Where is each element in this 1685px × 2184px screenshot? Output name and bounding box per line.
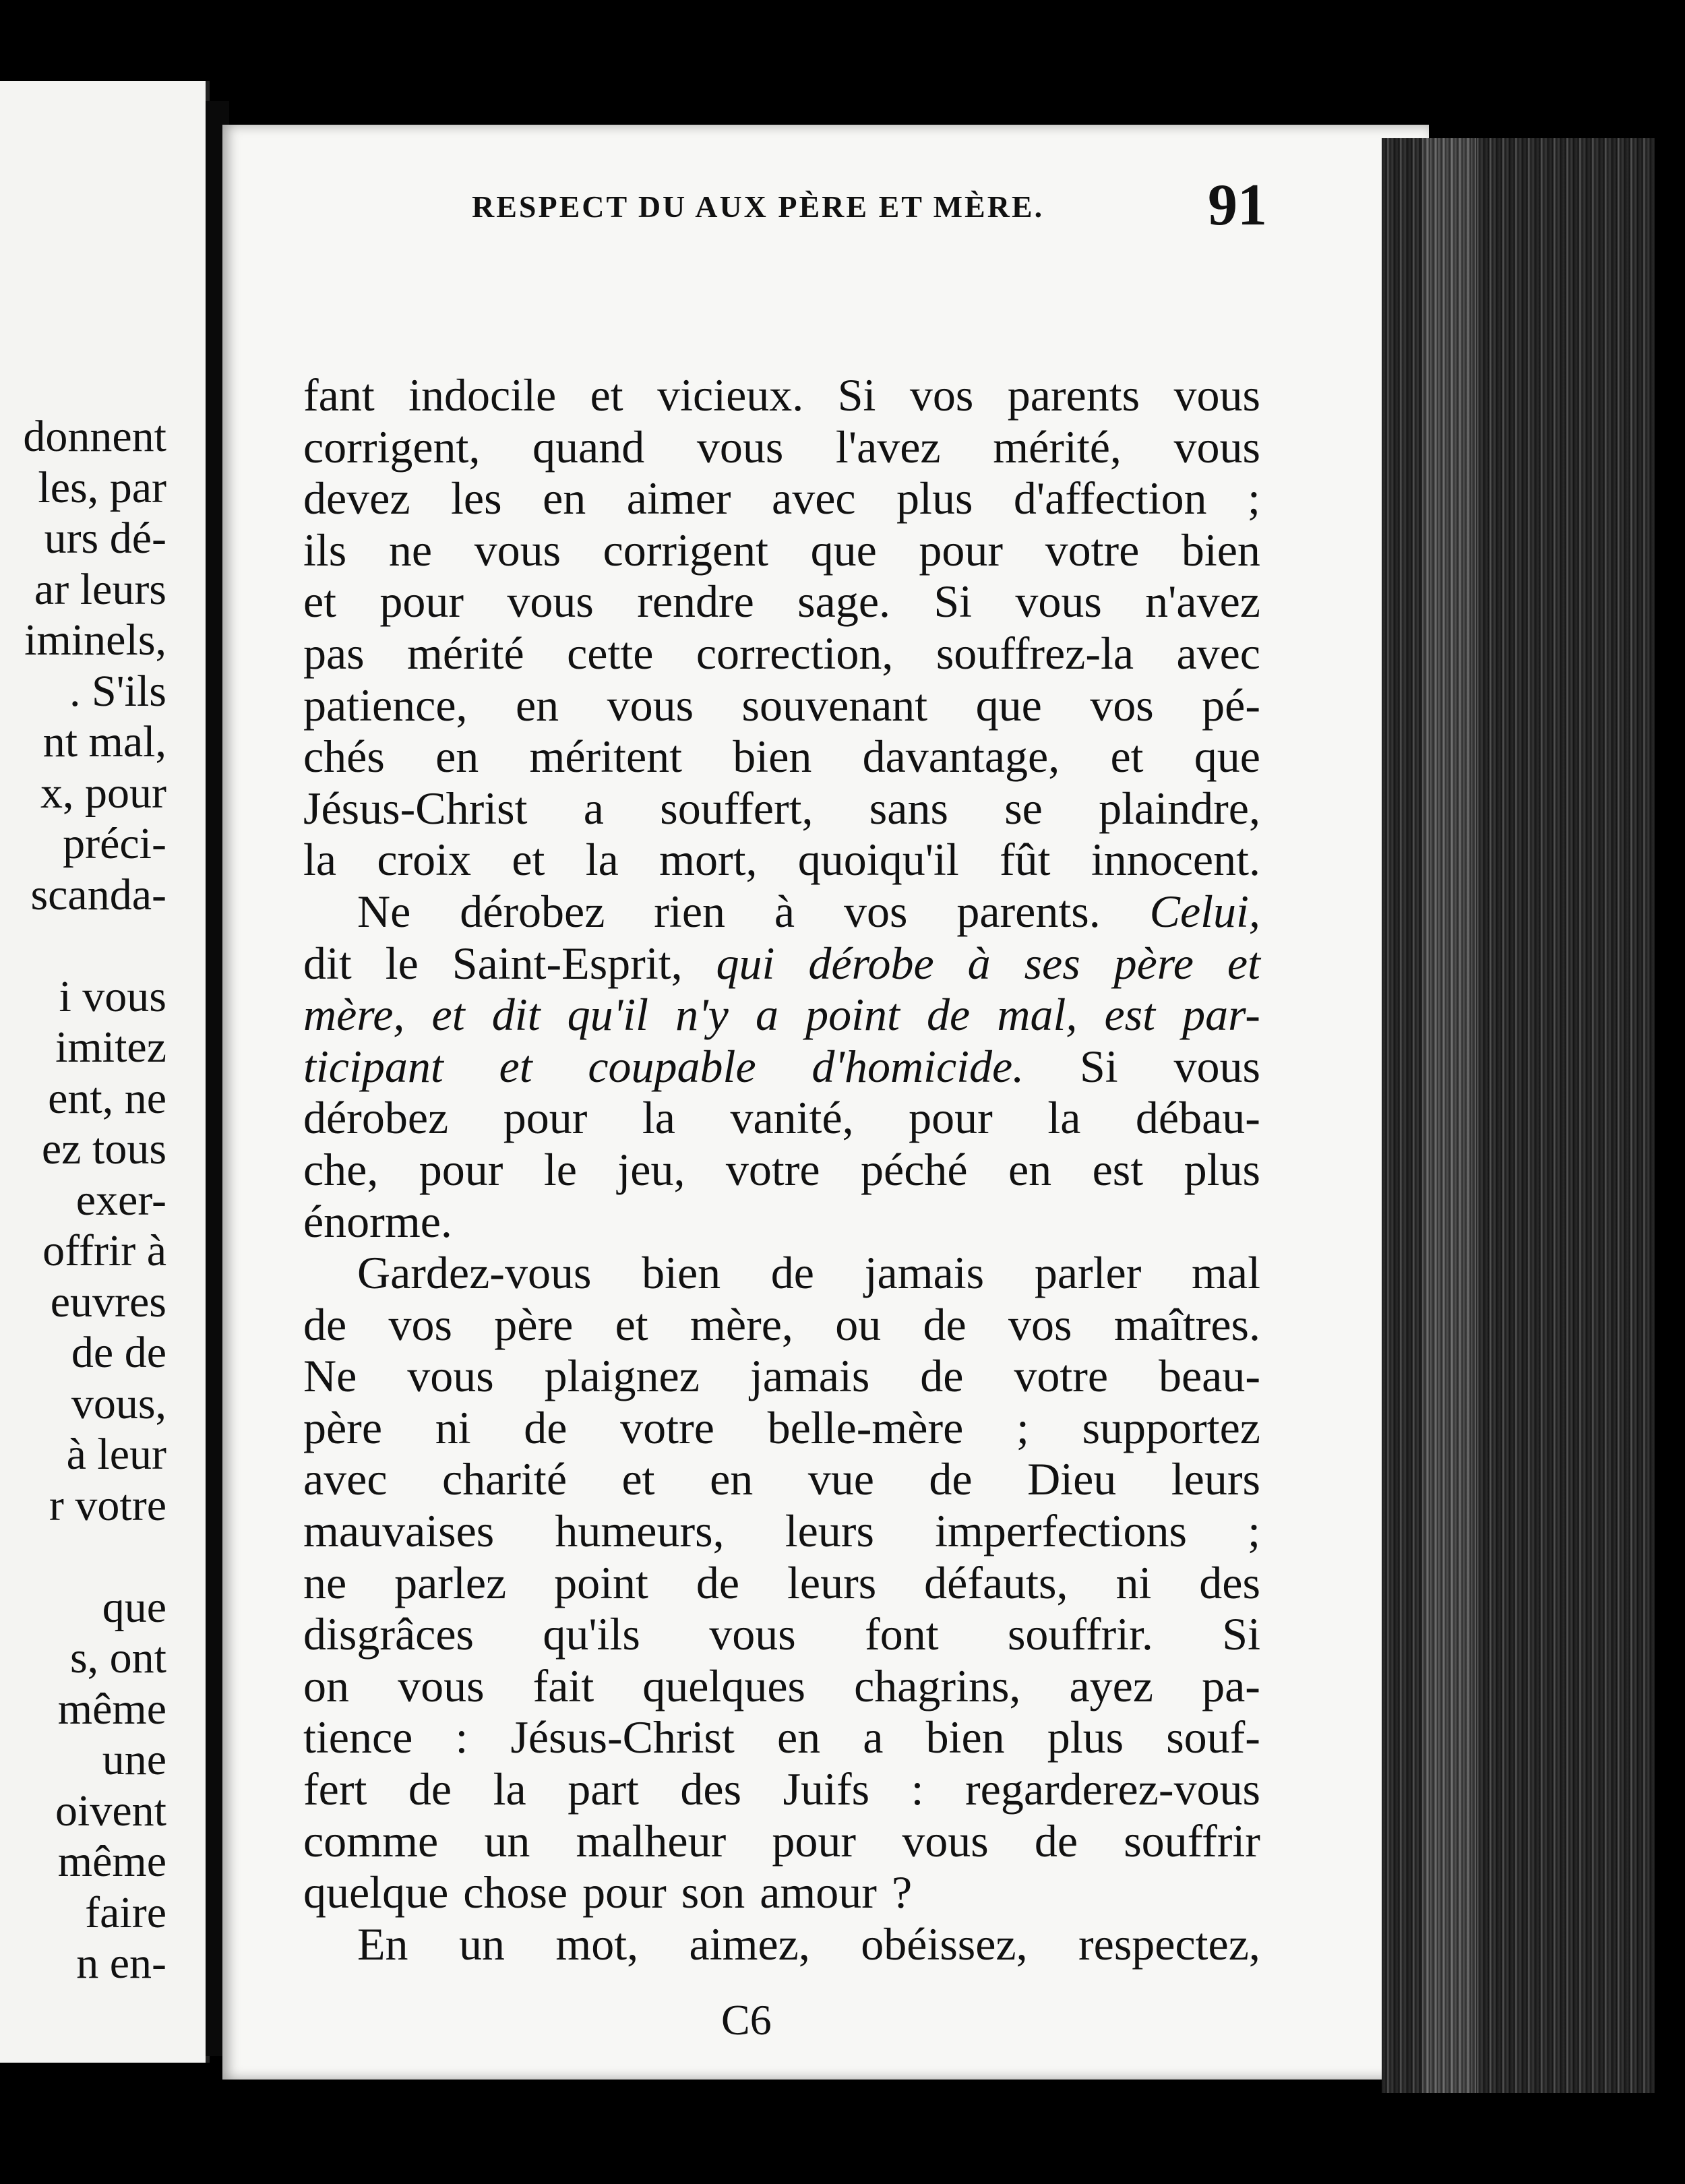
text-word: Ne	[357, 885, 411, 937]
text-word: pour	[909, 1092, 993, 1144]
text-word: amour	[760, 1867, 877, 1918]
text-line	[303, 989, 1260, 1041]
text-word: ils	[303, 524, 347, 576]
text-word: dit	[303, 937, 352, 989]
text-word: che,	[303, 1143, 379, 1195]
text-word: vous	[507, 576, 594, 628]
text-word: vous	[1173, 369, 1260, 421]
text-word: pour	[503, 1092, 588, 1144]
previous-page-fragment	[0, 81, 210, 2063]
text-word: aimer	[626, 473, 731, 524]
text-word: jamais	[864, 1247, 985, 1299]
text-word: dérobez	[460, 885, 605, 937]
text-word: patience,	[303, 679, 468, 731]
text-word: imperfections	[935, 1505, 1187, 1557]
text-word: vous	[696, 421, 784, 473]
previous-page-line: i vous	[59, 971, 166, 1021]
text-line	[303, 1402, 1260, 1454]
text-word: chose	[463, 1867, 568, 1918]
text-line	[303, 576, 1260, 628]
text-word: davantage,	[862, 731, 1060, 783]
text-word: regarderez-vous	[965, 1763, 1260, 1815]
text-word: de	[923, 1298, 967, 1350]
text-word: indocile	[408, 369, 557, 421]
text-word: Dieu	[1027, 1453, 1117, 1505]
text-word: méritent	[529, 731, 683, 783]
text-word: n'avez	[1145, 576, 1260, 628]
text-word: cette	[567, 627, 654, 679]
text-word: En	[357, 1918, 408, 1970]
text-word: humeurs,	[555, 1505, 725, 1557]
text-word: Si	[1079, 1040, 1118, 1092]
text-word: parents.	[956, 885, 1101, 937]
text-word: son	[681, 1867, 745, 1918]
text-line	[303, 1247, 1260, 1299]
text-line	[303, 524, 1260, 576]
text-word: correction,	[696, 627, 894, 679]
text-word: vous	[607, 679, 694, 731]
previous-page-line: iminels,	[24, 615, 166, 665]
previous-page-line: vous,	[71, 1378, 166, 1428]
text-word: bien	[925, 1711, 1005, 1763]
text-word: jeu,	[617, 1143, 685, 1195]
text-word: devez	[303, 473, 410, 524]
text-line	[303, 834, 1260, 886]
text-word: point	[554, 1556, 648, 1608]
text-word: charité	[442, 1453, 568, 1505]
text-word: plus	[1184, 1143, 1260, 1195]
text-word: ses	[1024, 937, 1080, 989]
previous-page-line: oivent	[55, 1786, 166, 1836]
text-word: vous	[709, 1608, 796, 1660]
text-line	[303, 1763, 1260, 1815]
text-word: vous	[1173, 421, 1260, 473]
text-word: parlez	[394, 1556, 507, 1608]
text-word: :	[911, 1763, 924, 1815]
text-word: vos	[843, 885, 908, 937]
text-word: ni	[435, 1401, 471, 1453]
text-word: un	[484, 1815, 530, 1867]
text-word: parler	[1034, 1247, 1142, 1299]
text-word: souffrir.	[1007, 1608, 1153, 1660]
text-word: leurs	[787, 1556, 877, 1608]
text-word: que	[810, 524, 877, 576]
text-line	[303, 1557, 1260, 1609]
text-word: leurs	[785, 1505, 874, 1557]
previous-page-line: même	[57, 1837, 166, 1886]
text-word: mort,	[659, 834, 758, 886]
text-word: ne	[303, 1556, 347, 1608]
text-word: n'y	[675, 989, 729, 1041]
previous-page-line: ar leurs	[34, 564, 166, 614]
text-word: ticipant	[303, 1040, 443, 1092]
text-word: bien	[1181, 524, 1260, 576]
text-word: de	[696, 1556, 740, 1608]
previous-page-line: n en-	[76, 1939, 166, 1988]
book-fore-edge-highlight	[1422, 138, 1476, 2093]
text-word: fant	[303, 369, 375, 421]
text-word: Juifs	[783, 1763, 870, 1815]
text-word: corrigent	[603, 524, 769, 576]
text-word: quoiqu'il	[797, 834, 959, 886]
text-line	[303, 1918, 1260, 1970]
text-word: ;	[1248, 1505, 1260, 1557]
text-word: rendre	[637, 576, 754, 628]
text-word: innocent.	[1091, 834, 1260, 886]
text-word: fût	[1000, 834, 1051, 886]
previous-page-line: . S'ils	[69, 666, 166, 716]
text-word: Si	[837, 369, 876, 421]
previous-page-line: à leur	[66, 1430, 166, 1479]
text-word: vue	[807, 1453, 874, 1505]
text-word: votre	[620, 1401, 714, 1453]
text-word: Saint-Esprit,	[452, 937, 683, 989]
text-word: malheur	[576, 1815, 727, 1867]
text-word: des	[1199, 1556, 1260, 1608]
text-word: ni	[1115, 1556, 1152, 1608]
text-word: ;	[1248, 473, 1260, 524]
text-word: sage.	[797, 576, 890, 628]
text-word: père	[303, 1401, 383, 1453]
previous-page-line: préci-	[63, 819, 166, 868]
text-word: vos	[388, 1298, 452, 1350]
previous-page-line: r votre	[49, 1480, 166, 1530]
text-word: rien	[654, 885, 725, 937]
text-word: avec	[772, 473, 856, 524]
text-word: débau-	[1135, 1092, 1260, 1144]
text-word: mérité,	[993, 421, 1122, 473]
text-word: et	[1227, 937, 1260, 989]
previous-page-line: nt mal,	[42, 717, 166, 766]
text-word: avec	[1176, 627, 1260, 679]
body-text	[303, 369, 1260, 1970]
text-word: comme	[303, 1815, 439, 1867]
text-line	[303, 369, 1260, 421]
text-word: vos	[909, 369, 974, 421]
text-word: et	[615, 1298, 648, 1350]
previous-page-line: exer-	[75, 1175, 166, 1225]
text-word: pour	[772, 1815, 857, 1867]
text-word: bien	[642, 1247, 721, 1299]
text-word: votre	[725, 1143, 820, 1195]
text-word: votre	[1014, 1350, 1109, 1402]
text-word: ne	[388, 524, 432, 576]
text-word: plaignez	[544, 1350, 700, 1402]
text-word: le	[543, 1143, 577, 1195]
previous-page-line: que	[102, 1582, 166, 1632]
text-word: et	[1110, 731, 1144, 783]
text-word: chés	[303, 731, 385, 783]
text-word: un	[458, 1918, 505, 1970]
text-word: et	[431, 989, 465, 1041]
text-word: et	[512, 834, 545, 886]
text-word: que	[1194, 731, 1260, 783]
previous-page-line: s, ont	[69, 1633, 166, 1682]
text-word: mauvaises	[303, 1505, 495, 1557]
text-word: plus	[1047, 1711, 1124, 1763]
text-line	[303, 473, 1260, 524]
text-word: point	[805, 989, 900, 1041]
text-word: la	[1047, 1092, 1081, 1144]
text-word: disgrâces	[303, 1608, 474, 1660]
text-word: qu'il	[567, 989, 648, 1041]
text-word: de	[920, 1350, 964, 1402]
text-word: en	[1008, 1143, 1052, 1195]
text-word: Si	[933, 576, 973, 628]
text-word: est	[1104, 989, 1156, 1041]
text-word: ?	[891, 1867, 913, 1918]
text-word: mérité	[407, 627, 524, 679]
text-line	[303, 1711, 1260, 1763]
text-line	[303, 1867, 1260, 1918]
text-line	[303, 938, 1260, 990]
text-word: votre	[1045, 524, 1140, 576]
text-line	[303, 1815, 1260, 1867]
text-word: coupable	[588, 1040, 756, 1092]
text-word: énorme.	[303, 1195, 452, 1247]
text-word: font	[865, 1608, 939, 1660]
previous-page-line: scanda-	[30, 870, 166, 919]
text-word: dérobez	[303, 1092, 449, 1144]
text-word: des	[680, 1763, 742, 1815]
text-line	[303, 628, 1260, 679]
text-line	[303, 1196, 1260, 1248]
text-word: vanité,	[730, 1092, 854, 1144]
text-word: de	[303, 1298, 347, 1350]
text-word: dit	[491, 989, 541, 1041]
text-word: vous	[398, 1660, 485, 1711]
text-word: péché	[861, 1143, 968, 1195]
previous-page-line: les, par	[38, 462, 166, 512]
text-word: respectez,	[1078, 1918, 1260, 1970]
text-word: le	[385, 937, 419, 989]
printer-signature-mark: C6	[721, 1996, 772, 2044]
text-word: à	[967, 937, 991, 989]
text-word: mère,	[303, 989, 405, 1041]
text-word: mal	[1192, 1247, 1260, 1299]
previous-page-line: même	[57, 1684, 166, 1734]
text-word: les	[451, 473, 502, 524]
text-word: Si	[1222, 1608, 1260, 1660]
text-word: pé-	[1202, 679, 1260, 731]
text-word: belle-mère	[767, 1401, 964, 1453]
text-word: vicieux.	[657, 369, 804, 421]
text-word: de	[524, 1401, 568, 1453]
text-word: quand	[532, 421, 645, 473]
text-word: pour	[419, 1143, 503, 1195]
text-word: Jésus-Christ	[510, 1711, 735, 1763]
text-word: quelques	[642, 1660, 805, 1711]
running-head	[472, 173, 1267, 238]
text-word: ou	[835, 1298, 882, 1350]
text-word: en	[777, 1711, 821, 1763]
text-word: souffrez-la	[936, 627, 1134, 679]
text-word: que	[975, 679, 1042, 731]
text-word: leurs	[1171, 1453, 1260, 1505]
text-line	[303, 1041, 1260, 1093]
text-word: jamais	[749, 1350, 870, 1402]
text-word: qu'ils	[543, 1608, 640, 1660]
text-word: part	[568, 1763, 639, 1815]
text-word: de	[927, 989, 971, 1041]
text-word: et	[303, 576, 337, 628]
text-line	[303, 1350, 1260, 1402]
previous-page-line: urs dé-	[44, 514, 166, 563]
text-word: fait	[532, 1660, 594, 1711]
text-word: vos	[1090, 679, 1154, 731]
text-word: a	[755, 989, 778, 1041]
text-word: de	[408, 1763, 452, 1815]
text-line	[303, 783, 1260, 835]
text-word: Ne	[303, 1350, 357, 1402]
previous-page-line: imitez	[55, 1023, 166, 1072]
text-word: mot,	[555, 1918, 639, 1970]
text-word: vous	[1173, 1040, 1260, 1092]
text-word: pour	[582, 1867, 667, 1918]
page-number: 91	[1208, 173, 1267, 238]
text-line	[303, 1660, 1260, 1712]
text-word: d'affection	[1013, 473, 1207, 524]
text-word: Celui,	[1149, 885, 1260, 937]
text-word: vous	[1015, 576, 1102, 628]
text-word: mère,	[690, 1298, 793, 1350]
text-word: dérobe	[808, 937, 934, 989]
text-word: quelque	[303, 1867, 449, 1918]
previous-page-line: x, pour	[40, 768, 166, 818]
text-word: vous	[902, 1815, 989, 1867]
text-word: on	[303, 1660, 349, 1711]
text-word: ayez	[1069, 1660, 1154, 1711]
text-word: en	[543, 473, 586, 524]
text-line	[303, 731, 1260, 783]
text-word: en	[710, 1453, 754, 1505]
text-word: sans	[869, 782, 948, 834]
text-word: père	[1113, 937, 1194, 989]
text-line	[303, 421, 1260, 473]
text-word: souvenant	[741, 679, 928, 731]
text-word: d'homicide.	[811, 1040, 1024, 1092]
text-line	[303, 1453, 1260, 1505]
text-word: défauts,	[924, 1556, 1068, 1608]
text-word: avec	[303, 1453, 388, 1505]
text-word: et	[590, 369, 623, 421]
text-word: Jésus-Christ	[303, 782, 528, 834]
text-word: pas	[303, 627, 365, 679]
previous-page-line: une	[102, 1735, 166, 1784]
text-word: pour	[919, 524, 1003, 576]
previous-page-line: ez tous	[41, 1124, 166, 1174]
text-word: fert	[303, 1763, 367, 1815]
previous-page-line: donnent	[23, 412, 166, 461]
text-word: en	[515, 679, 559, 731]
text-word: aimez,	[689, 1918, 810, 1970]
text-word: souffert,	[660, 782, 814, 834]
text-word: a	[583, 782, 604, 834]
text-word: à	[774, 885, 795, 937]
text-word: vos	[1008, 1298, 1072, 1350]
text-line	[303, 1505, 1260, 1557]
previous-page-line: offrir à	[42, 1226, 166, 1275]
text-word: la	[303, 834, 337, 886]
text-word: se	[1004, 782, 1043, 834]
text-word: en	[435, 731, 479, 783]
previous-page-line: de de	[71, 1328, 166, 1377]
text-word: qui	[716, 937, 775, 989]
text-word: père	[494, 1298, 574, 1350]
text-word: est	[1092, 1143, 1144, 1195]
text-word: a	[863, 1711, 884, 1763]
text-word: pour	[379, 576, 464, 628]
previous-page-line: faire	[85, 1887, 166, 1937]
text-word: tience	[303, 1711, 413, 1763]
previous-page-line: euvres	[50, 1277, 166, 1327]
text-word: parents	[1007, 369, 1140, 421]
text-word: vous	[407, 1350, 494, 1402]
previous-page-line: ent, ne	[48, 1073, 166, 1123]
text-word: obéissez,	[861, 1918, 1028, 1970]
text-line	[303, 1299, 1260, 1351]
text-word: Gardez-vous	[357, 1247, 592, 1299]
text-word: de	[1034, 1815, 1078, 1867]
text-word: :	[455, 1711, 468, 1763]
text-word: ;	[1016, 1401, 1029, 1453]
text-word: et	[499, 1040, 532, 1092]
text-word: souf-	[1166, 1711, 1260, 1763]
text-word: supportez	[1082, 1401, 1260, 1453]
text-line	[303, 679, 1260, 731]
text-word: de	[929, 1453, 973, 1505]
text-word: plus	[896, 473, 973, 524]
text-word: chagrins,	[854, 1660, 1021, 1711]
text-word: et	[621, 1453, 655, 1505]
text-word: maîtres.	[1113, 1298, 1260, 1350]
text-word: corrigent,	[303, 421, 481, 473]
text-word: bien	[733, 731, 812, 783]
running-title: RESPECT DU AUX PÈRE ET MÈRE.	[472, 189, 1045, 224]
text-line	[303, 1144, 1260, 1196]
text-word: beau-	[1158, 1350, 1260, 1402]
text-word: pa-	[1202, 1660, 1260, 1711]
text-word: vous	[474, 524, 561, 576]
text-line	[303, 886, 1260, 938]
text-word: la	[493, 1763, 526, 1815]
text-word: plaindre,	[1099, 782, 1260, 834]
text-word: la	[585, 834, 619, 886]
text-word: de	[770, 1247, 814, 1299]
text-word: par-	[1182, 989, 1260, 1041]
text-word: souffrir	[1124, 1815, 1260, 1867]
text-word: mal,	[997, 989, 1078, 1041]
text-word: l'avez	[835, 421, 941, 473]
text-line	[303, 1608, 1260, 1660]
text-line	[303, 1092, 1260, 1144]
text-word: la	[642, 1092, 675, 1144]
text-word: croix	[377, 834, 472, 886]
